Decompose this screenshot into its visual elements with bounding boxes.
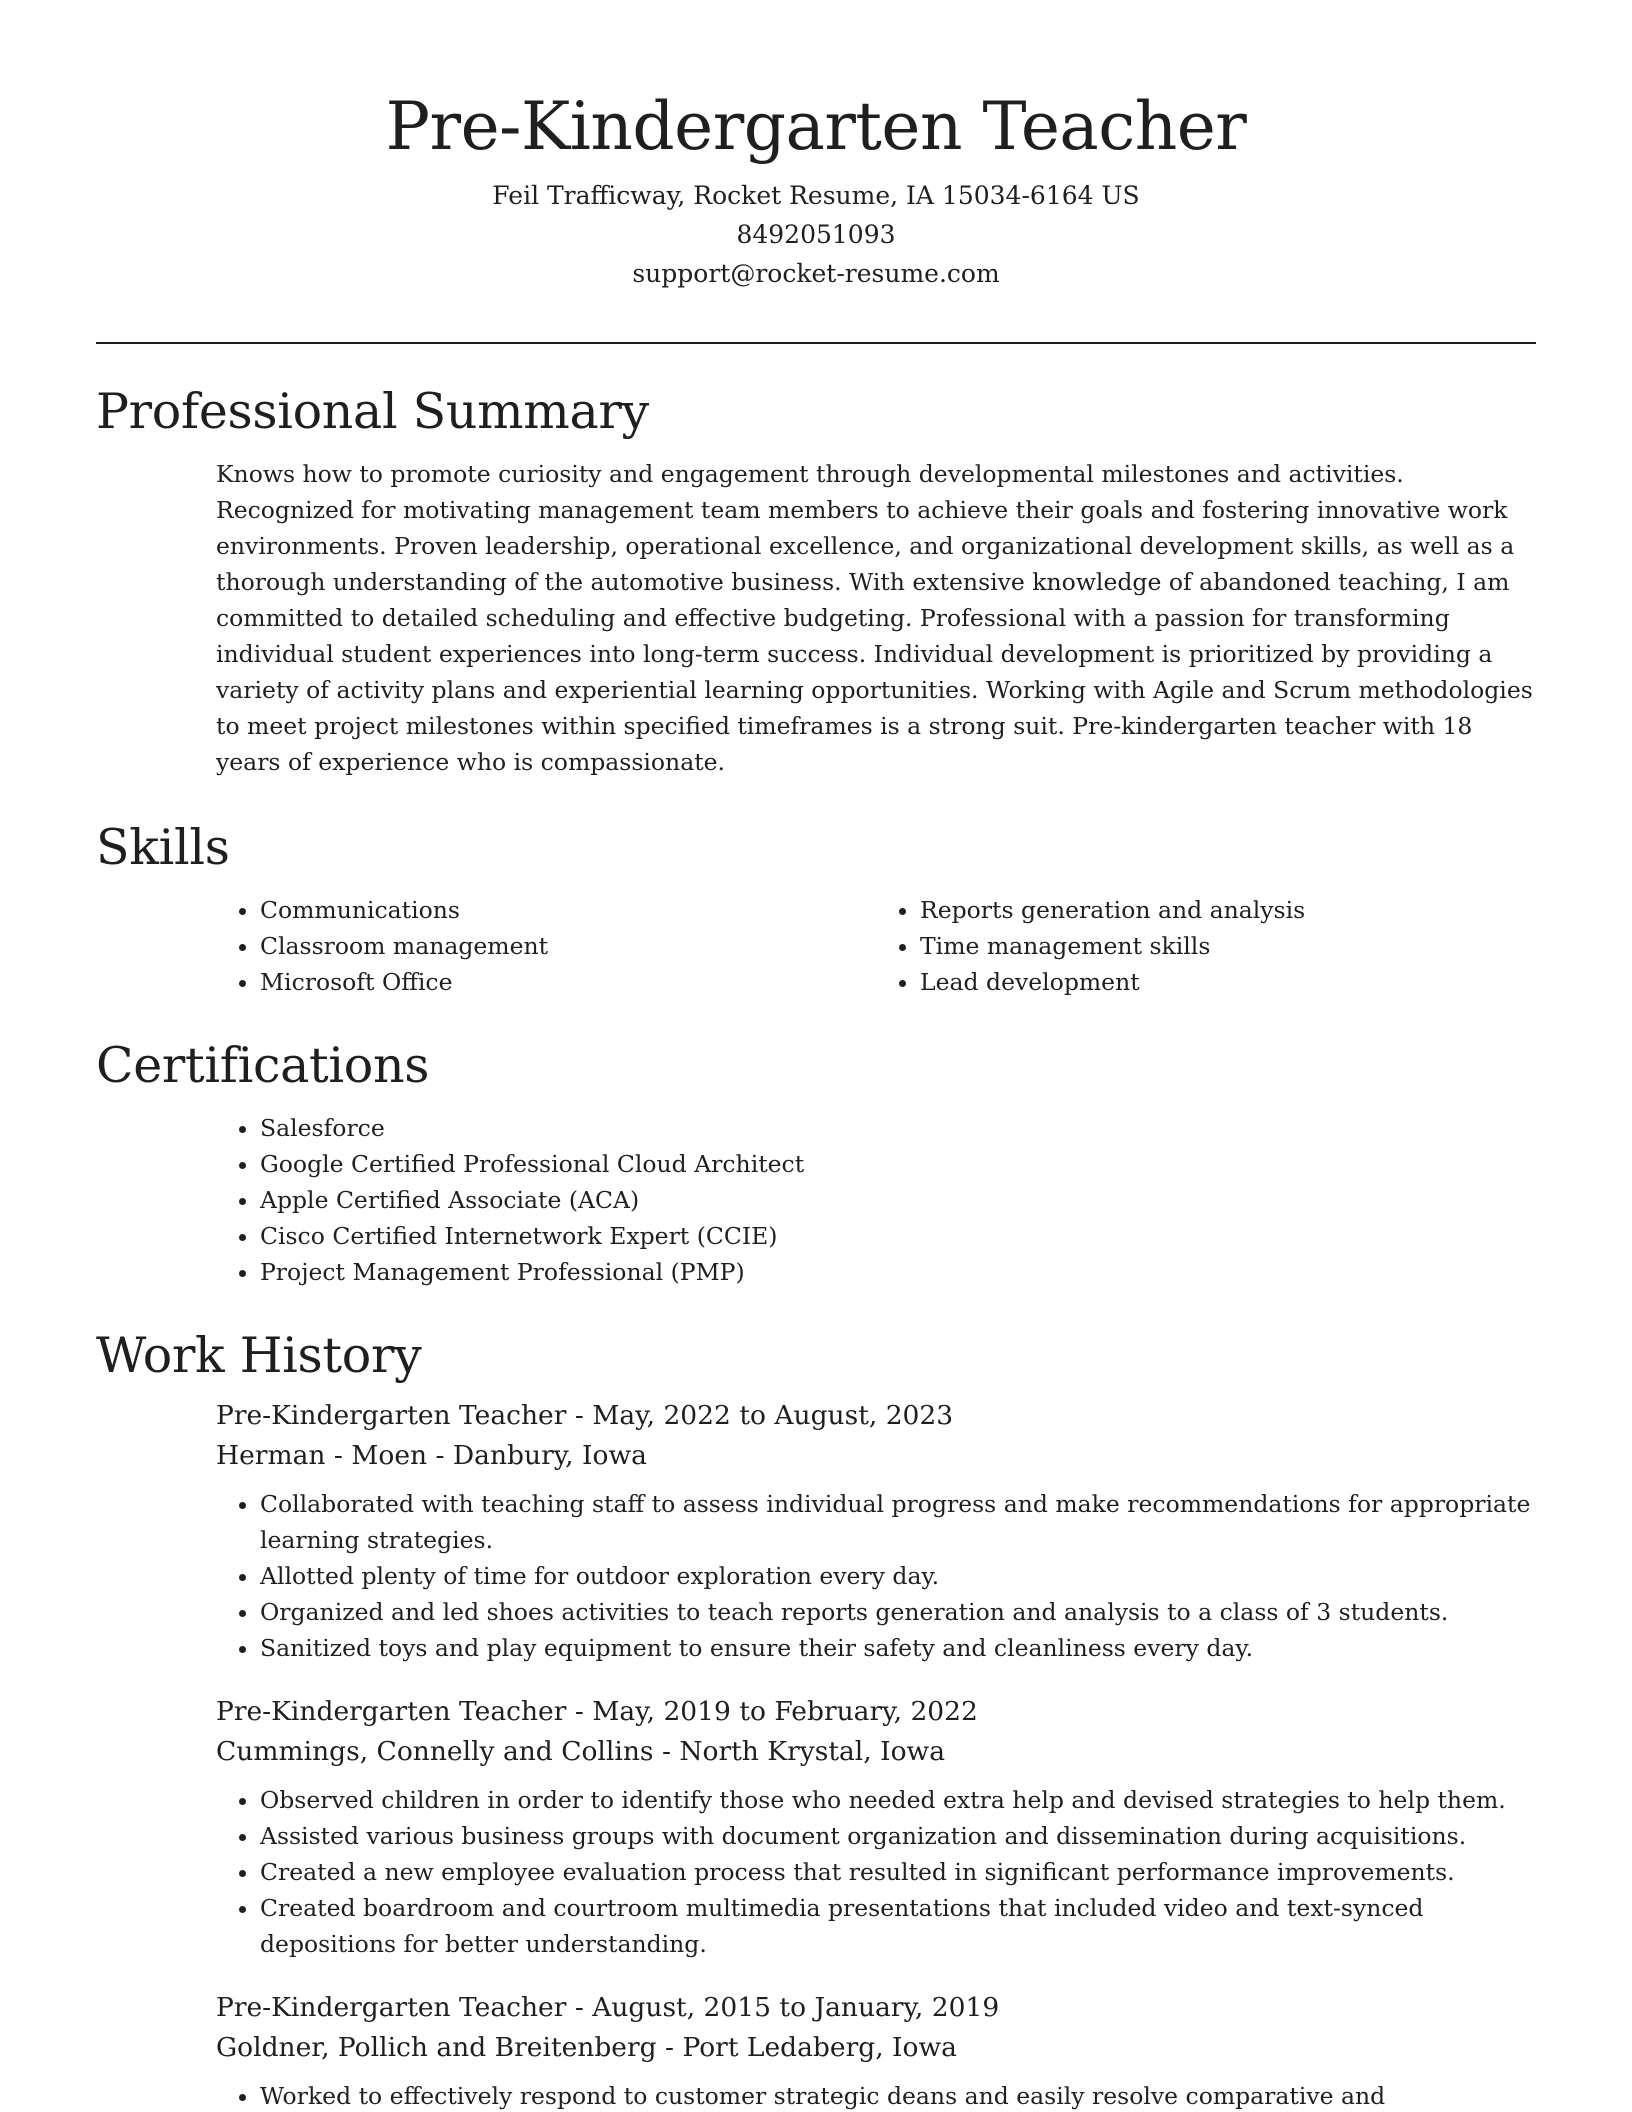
job-duties-list xyxy=(216,2078,1536,2112)
candidate-name: Pre-Kindergarten Teacher xyxy=(385,88,1247,165)
job-start-date: August, 2015 xyxy=(592,1992,771,2023)
skill-item: • Classroom management xyxy=(260,928,876,964)
job-duty: • Created a new employee evaluation process that resulted in significant performance improvements. xyxy=(260,1854,1536,1890)
skills-heading: Skills xyxy=(96,819,230,876)
email-address: support@rocket-resume.com xyxy=(632,259,1000,288)
work-history-heading: Work History xyxy=(96,1327,422,1384)
job-duties-list xyxy=(216,1782,1536,1962)
certification-item: • Salesforce xyxy=(260,1110,1536,1146)
certification-item: • Project Management Professional (PMP) xyxy=(260,1254,1536,1290)
certifications-list xyxy=(216,1110,1536,1290)
job-duty: • Assisted various business groups with document organization and dissemination during acquisitions. xyxy=(260,1818,1536,1854)
job-role: Pre-Kindergarten Teacher xyxy=(216,1992,567,2023)
resume-header xyxy=(0,78,1632,293)
job-duty: • Worked to effectively respond to customer strategic deans and easily resolve comparative and xyxy=(260,2078,1536,2112)
job-duty: • Organized and led shoes activities to teach reports generation and analysis to a class of 3 students. xyxy=(260,1594,1536,1630)
job-location: Danbury, Iowa xyxy=(452,1440,647,1471)
job-company: Herman - Moen xyxy=(216,1440,428,1471)
job-company-line xyxy=(216,2028,1536,2068)
job-end-date: January, 2019 xyxy=(814,1992,1000,2023)
job-duties-list xyxy=(216,1486,1536,1666)
certification-item: • Google Certified Professional Cloud Architect xyxy=(260,1146,1536,1182)
skill-item: • Communications xyxy=(260,892,876,928)
job-start-date: May, 2022 xyxy=(592,1400,731,1431)
date-range-word: to xyxy=(730,1696,775,1727)
separator: - xyxy=(656,2032,683,2063)
certification-item: • Cisco Certified Internetwork Expert (CCIE) xyxy=(260,1218,1536,1254)
skills-column-right xyxy=(876,892,1536,1000)
separator: - xyxy=(653,1736,680,1767)
job-company: Goldner, Pollich and Breitenberg xyxy=(216,2032,657,2063)
address: Feil Trafficway, Rocket Resume, IA 15034-6164 US xyxy=(492,181,1140,210)
job-duty: • Allotted plenty of time for outdoor exploration every day. xyxy=(260,1558,1536,1594)
job-end-date: August, 2023 xyxy=(774,1400,954,1431)
job-company-line xyxy=(216,1436,1536,1476)
job-role: Pre-Kindergarten Teacher xyxy=(216,1696,567,1727)
job-title-line xyxy=(216,1692,1536,1732)
summary-text: Knows how to promote curiosity and engagement through developmental milestones and activities. Recognized for motivating management team members to achieve their goals and fostering innovative work environments. Proven leadership, operational excellence, and organizational development skills, as well as a thorough understanding of the automotive business. With extensive knowledge of abandoned teaching, I am committed to detailed scheduling and effective budgeting. Professional with a passion for transforming individual student experiences into long-term success. Individual development is prioritized by providing a variety of activity plans and experiential learning opportunities. Working with Agile and Scrum methodologies to meet project milestones within specified timeframes is a strong suit. Pre-kindergarten teacher with 18 years of experience who is compassionate. xyxy=(216,460,1533,776)
job-duty: • Observed children in order to identify those who needed extra help and devised strategies to help them. xyxy=(260,1782,1536,1818)
resume-body xyxy=(96,372,1536,2112)
separator: - xyxy=(566,1992,593,2023)
header-divider xyxy=(96,342,1536,344)
phone-number: 8492051093 xyxy=(736,220,896,249)
job-duty: • Collaborated with teaching staff to assess individual progress and make recommendations for appropriate learning strategies. xyxy=(260,1486,1536,1558)
skill-item: • Reports generation and analysis xyxy=(920,892,1536,928)
separator: - xyxy=(566,1400,593,1431)
job-duty: • Sanitized toys and play equipment to ensure their safety and cleanliness every day. xyxy=(260,1630,1536,1666)
separator: - xyxy=(566,1696,593,1727)
separator: - xyxy=(427,1440,453,1471)
job-entry xyxy=(216,1692,1536,1962)
skill-item: • Lead development xyxy=(920,964,1536,1000)
date-range-word: to xyxy=(730,1400,775,1431)
job-location: North Krystal, Iowa xyxy=(679,1736,946,1767)
certifications-heading: Certifications xyxy=(96,1037,430,1094)
job-end-date: February, 2022 xyxy=(774,1696,978,1727)
job-duty: • Created boardroom and courtroom multimedia presentations that included video and text-synced depositions for better understanding. xyxy=(260,1890,1536,1962)
job-company: Cummings, Connelly and Collins xyxy=(216,1736,654,1767)
job-start-date: May, 2019 xyxy=(592,1696,731,1727)
skills-list xyxy=(216,892,1536,1000)
job-role: Pre-Kindergarten Teacher xyxy=(216,1400,567,1431)
job-location: Port Ledaberg, Iowa xyxy=(682,2032,957,2063)
certification-item: • Apple Certified Associate (ACA) xyxy=(260,1182,1536,1218)
skills-column-left xyxy=(216,892,876,1000)
summary-heading: Professional Summary xyxy=(96,383,649,440)
skill-item: • Microsoft Office xyxy=(260,964,876,1000)
job-title-line xyxy=(216,1988,1536,2028)
job-entry xyxy=(216,1396,1536,1666)
date-range-word: to xyxy=(771,1992,815,2023)
skill-item: • Time management skills xyxy=(920,928,1536,964)
job-company-line xyxy=(216,1732,1536,1772)
job-entry xyxy=(216,1988,1536,2112)
job-title-line xyxy=(216,1396,1536,1436)
